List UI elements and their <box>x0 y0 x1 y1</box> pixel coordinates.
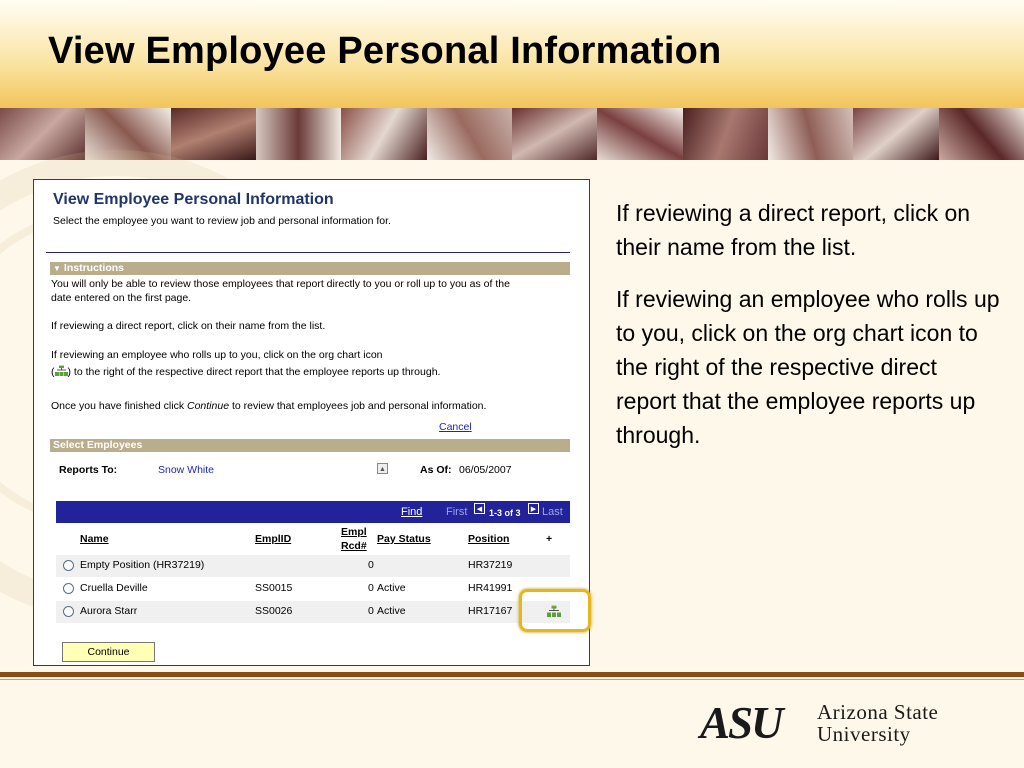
line6-pre: Once you have finished click <box>51 400 187 412</box>
instructions-header-label: Instructions <box>63 262 125 274</box>
slide-title: View Employee Personal Information <box>48 30 722 72</box>
page-title: View Employee Personal Information <box>53 191 334 208</box>
paren-open: ( <box>51 366 55 378</box>
note-roll-up: If reviewing an employee who rolls up to you, click on the org chart icon to the right of the respective direct report that the employee reports up through. <box>616 286 1000 448</box>
instructions-line-1: You will only be able to review those employees that report directly to you or roll up to you as of the <box>51 278 510 290</box>
logo-name-line1: Arizona State <box>817 700 939 724</box>
select-radio[interactable] <box>63 560 74 571</box>
org-chart-highlight-box <box>519 589 591 632</box>
col-position-header[interactable]: Position <box>468 533 510 545</box>
as-of-label: As Of: <box>420 464 452 476</box>
instructions-header[interactable] <box>50 262 570 275</box>
footer-rule-thin <box>0 679 1024 680</box>
cell-status: Active <box>377 582 406 594</box>
instructions-line-5-text: ) to the right of the respective direct report that the employee reports up through. <box>67 366 441 378</box>
slide-notes <box>616 196 1001 470</box>
reports-to-label: Reports To: <box>59 464 118 476</box>
instructions-line-6 <box>51 399 566 413</box>
previous-arrow-icon[interactable]: ◀ <box>474 503 485 514</box>
select-radio[interactable] <box>63 606 74 617</box>
cell-rcd: 0 <box>368 605 374 617</box>
instructions-line-5 <box>51 365 566 379</box>
instructions-line-3: If reviewing a direct report, click on their name from the list. <box>51 320 326 332</box>
cancel-link[interactable]: Cancel <box>439 421 472 433</box>
cell-rcd: 0 <box>368 582 374 594</box>
cell-name[interactable]: Empty Position (HR37219) <box>80 559 205 571</box>
footer-rule <box>0 672 1024 677</box>
col-rcd-header-line2[interactable]: Rcd# <box>341 540 367 552</box>
col-pay-status-header[interactable]: Pay Status <box>377 533 431 545</box>
line6-em: Continue <box>187 400 230 412</box>
select-radio[interactable] <box>63 583 74 594</box>
peoplesoft-screenshot <box>33 179 590 666</box>
lookup-prompt-icon[interactable]: ▲ <box>377 463 388 474</box>
title-divider <box>46 252 570 253</box>
cell-status: Active <box>377 605 406 617</box>
next-arrow-icon[interactable]: ▶ <box>528 503 539 514</box>
table-row[interactable] <box>56 601 570 623</box>
cell-position: HR41991 <box>468 582 513 594</box>
cell-name[interactable]: Cruella Deville <box>80 582 148 594</box>
logo-name-line2: University <box>817 722 911 746</box>
table-row[interactable] <box>56 555 570 577</box>
last-link[interactable]: Last <box>542 506 563 518</box>
row-count: 1-3 of 3 <box>489 508 521 518</box>
asu-logo-letters: ASU <box>700 698 782 748</box>
find-link[interactable]: Find <box>401 506 423 518</box>
table-row[interactable] <box>56 578 570 600</box>
line6-post: to review that employees job and personal information. <box>229 400 487 412</box>
cell-emplid: SS0015 <box>255 582 293 594</box>
collapse-triangle-icon: ▼ <box>53 264 61 273</box>
first-link[interactable]: First <box>446 506 468 518</box>
instructions-line-4: If reviewing an employee who rolls up to you, click on the org chart icon <box>51 349 383 361</box>
cell-name[interactable]: Aurora Starr <box>80 605 138 617</box>
col-emplid-header[interactable]: EmplID <box>255 533 292 545</box>
org-chart-icon <box>55 365 68 376</box>
asu-logo-name <box>817 701 938 745</box>
col-rcd-header-line1[interactable]: Empl <box>341 526 367 538</box>
cell-position: HR17167 <box>468 605 513 617</box>
reports-to-value: Snow White <box>158 464 215 476</box>
note-direct-report: If reviewing a direct report, click on their name from the list. <box>616 200 971 260</box>
col-name-header[interactable]: Name <box>80 533 109 545</box>
page-description: Select the employee you want to review job and personal information for. <box>53 215 391 227</box>
cell-position: HR37219 <box>468 559 513 571</box>
asu-logo <box>700 698 1000 748</box>
continue-button[interactable]: Continue <box>62 642 155 662</box>
grid-navigation-bar <box>56 501 570 523</box>
cell-rcd: 0 <box>368 559 374 571</box>
as-of-value: 06/05/2007 <box>459 464 512 476</box>
select-employees-header: Select Employees <box>50 439 570 452</box>
instructions-line-2: date entered on the first page. <box>51 292 192 304</box>
cell-emplid: SS0026 <box>255 605 293 617</box>
col-plus-header: + <box>546 533 553 545</box>
